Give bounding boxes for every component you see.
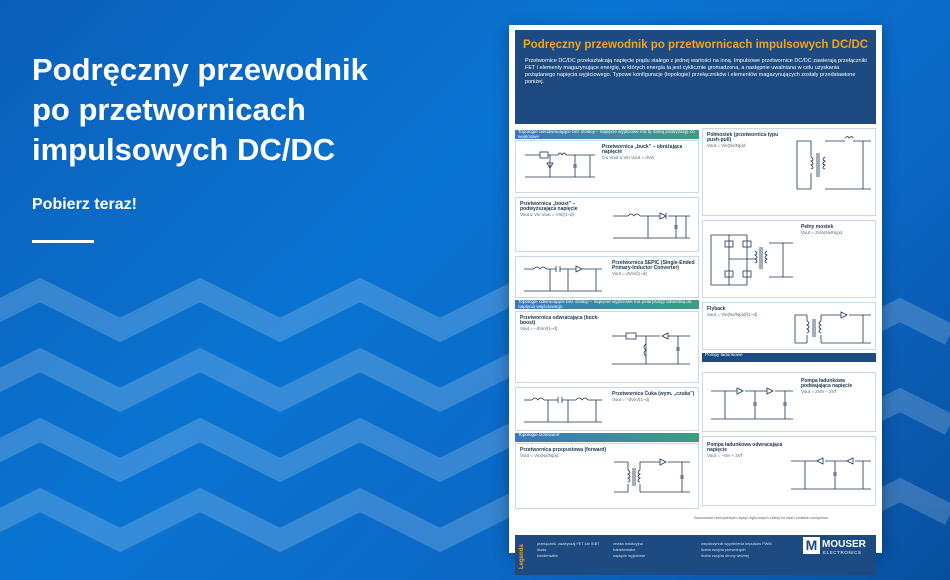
legend-output-voltage: napięcie wyjściowe [613, 554, 646, 558]
legend-column-1 [537, 541, 607, 559]
card-voltage-inverter-name: Pompa ładunkowa odwracająca napięcie [707, 442, 783, 453]
legend-inductor: cewka indukcyjna [613, 542, 643, 546]
card-full-bridge-formula: Vout = 2Vin(Ns/Np)d [801, 230, 843, 235]
flyback-circuit-diagram [791, 309, 873, 347]
half-bridge-circuit-diagram [791, 135, 873, 195]
card-voltage-inverter [702, 436, 876, 506]
card-buck-formula: 0 ≤ Vout ≤ Vin Vout = dVin [602, 155, 655, 160]
title-underline [32, 240, 94, 243]
card-forward [515, 443, 699, 509]
voltage-doubler-circuit-diagram [707, 381, 797, 425]
banner-title-line1: Podręczny przewodnik [32, 52, 368, 87]
card-flyback [702, 302, 876, 350]
poster-footnote: Zachowanie rzeczywistych napięć wyjściowych zależy od strat i rozkładu obciążenia. [694, 516, 829, 520]
full-bridge-circuit-diagram [707, 229, 797, 291]
legend-duty-cycle: współczynnik wypełnienia impulsów PWM [701, 542, 772, 546]
card-boost-name: Przetwornica „boost” – podwyższająca napięcie [520, 201, 578, 212]
mouser-sub: ELECTRONICS [823, 550, 862, 555]
card-sepic [515, 256, 699, 298]
guide-poster[interactable] [509, 25, 882, 569]
card-sepic-name: Przetwornica SEPIC (Single-Ended Primary-Inductor Converter) [612, 260, 695, 271]
card-flyback-formula: Vout = Vin(Ns/Np)d/(1–d) [707, 312, 758, 317]
legend-transformer: transformator [613, 548, 636, 552]
section-inverting: Topologie odwracające bez izolacji – napięcie wyjściowe ma polaryzację odwrotną do napięcia wejściowego [515, 300, 699, 309]
poster-intro: Przetwornice DC/DC przekształcają napięcie prądu stałego z jednej wartości na inną. Impulsowe przetwornice DC/DC zawierają przełączniki FET i elementy magazynujące energię, w których energia ta jest cyklicznie gromadzona, a następnie uwalniana w celu uzyskania pożądanego napięcia wyjściowego. Typowe konfiguracje (topologie) przełączników i elementów magazynujących zostały przedstawione poniżej. [525, 58, 867, 85]
card-buck-name: Przetwornica „buck” – obniżająca napięcie [602, 144, 683, 155]
card-voltage-inverter-formula: Vout = –Vin + 2Vf [707, 453, 742, 458]
card-voltage-doubler-formula: Vout = 2Vin – 2Vf [801, 389, 836, 394]
card-cuk-formula: Vout = –dVin/(1–d) [612, 397, 650, 402]
card-forward-formula: Vout = Vin(Ns/Np)d [520, 453, 559, 458]
sepic-circuit-diagram [520, 261, 606, 295]
card-forward-name: Przetwornica przepustowa (forward) [520, 447, 607, 453]
mouser-mark-icon: M [803, 537, 820, 554]
legend-capacitor: kondensator [537, 554, 558, 558]
section-charge-pumps: Pompy ładunkowe [702, 353, 876, 362]
card-flyback-name: Flyback [707, 306, 726, 312]
section-noninverting: Topologie nieodwracające bez izolacji – napięcie wyjściowe ma tę samą polaryzację co wejściowe [515, 130, 699, 139]
section-isolated: Topologie izolowane [515, 433, 699, 442]
download-now-link[interactable]: Pobierz teraz! [32, 196, 137, 213]
boost-circuit-diagram [608, 206, 694, 244]
mouser-logo [801, 535, 873, 562]
mouser-name: MOUSER [822, 539, 866, 550]
banner-title-line3: impulsowych DC/DC [32, 132, 336, 167]
card-buck [515, 140, 699, 193]
voltage-inverter-circuit-diagram [787, 449, 873, 497]
card-full-bridge [702, 220, 876, 298]
card-cuk-name: Przetwornica Ćuka (wym. „czuka”) [612, 391, 695, 397]
card-buck-boost-formula: Vout = –dVin/(1–d) [520, 326, 558, 331]
cuk-circuit-diagram [520, 392, 606, 428]
card-half-bridge-formula: Vout = Vin(Ns/Np)d [707, 143, 746, 148]
card-cuk [515, 387, 699, 431]
card-buck-boost [515, 311, 699, 383]
legend-secondary-turns: liczba zwojów strony wtórnej [701, 554, 749, 558]
buck-circuit-diagram [520, 147, 600, 183]
legend-primary-turns: liczba zwojów pierwotnych [701, 548, 746, 552]
forward-circuit-diagram [610, 454, 694, 498]
card-sepic-formula: Vout = dVin/(1–d) [612, 271, 647, 276]
legend-switch: przełącznik, zazwyczaj FET lub IGBT [537, 542, 600, 546]
card-half-bridge-name: Półmostek (przetwornica typu push-pull) [707, 132, 779, 143]
card-buck-boost-name: Przetwornica odwracająca (buck-boost) [520, 315, 599, 326]
card-voltage-doubler [702, 372, 876, 432]
card-half-bridge [702, 128, 876, 216]
buck-boost-circuit-diagram [608, 326, 694, 370]
legend-column-2 [613, 541, 683, 559]
banner-title [32, 50, 432, 170]
card-boost-formula: Vout ≥ Vin Vout = Vin/(1–d) [520, 212, 574, 217]
legend-column-3 [701, 541, 797, 559]
poster-title: Podręczny przewodnik po przetwornicach impulsowych DC/DC [523, 39, 869, 51]
legend-title: Legenda [519, 544, 525, 569]
legend-diode: dioda [537, 548, 547, 552]
card-full-bridge-name: Pełny mostek [801, 224, 834, 230]
card-boost [515, 197, 699, 252]
banner-title-line2: po przetwornicach [32, 92, 306, 127]
card-voltage-doubler-name: Pompa ładunkowa podwajająca napięcie [801, 378, 853, 389]
